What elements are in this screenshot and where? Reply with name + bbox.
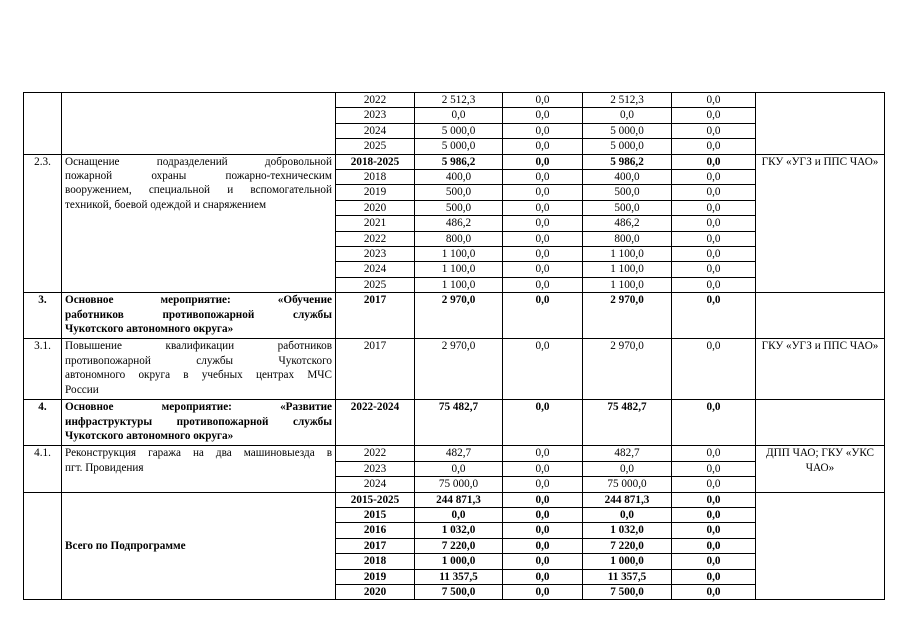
number-cell: 4. [24, 400, 62, 446]
district-cell: 75 000,0 [583, 477, 672, 492]
other-cell: 0,0 [672, 339, 756, 400]
federal-cell: 0,0 [503, 446, 583, 461]
federal-cell: 0,0 [503, 170, 583, 185]
executor-cell: ДПП ЧАО; ГКУ «УКС ЧАО» [756, 446, 885, 492]
district-cell: 5 986,2 [583, 154, 672, 169]
table-row [24, 446, 885, 461]
total-cell: 2 970,0 [415, 293, 503, 339]
year-cell: 2017 [336, 538, 415, 553]
year-cell: 2023 [336, 108, 415, 123]
activity-name-line: Чукотского автономного округа» [65, 323, 234, 336]
federal-cell: 0,0 [503, 123, 583, 138]
activity-name-line: противопожарной службы Чукотского [65, 354, 332, 367]
year-cell: 2016 [336, 523, 415, 538]
number-cell [24, 93, 62, 155]
total-cell: 1 100,0 [415, 277, 503, 292]
total-cell: 1 032,0 [415, 523, 503, 538]
federal-cell: 0,0 [503, 538, 583, 553]
activity-name-line: Повышение квалификации работников [65, 340, 332, 353]
table-row [24, 154, 885, 169]
activity-name-line: Реконструкция гаража на два машиновыезда в [65, 447, 332, 460]
table-row [24, 339, 885, 400]
year-cell: 2025 [336, 139, 415, 154]
number-cell [24, 492, 62, 600]
activity-name-line: работников противопожарной службы [65, 308, 332, 321]
district-cell: 2 970,0 [583, 339, 672, 400]
activity-name-cell [62, 446, 336, 492]
federal-cell: 0,0 [503, 200, 583, 215]
federal-cell: 0,0 [503, 584, 583, 599]
activity-name-line: Чукотского автономного округа» [65, 430, 234, 443]
number-cell: 4.1. [24, 446, 62, 492]
federal-cell: 0,0 [503, 293, 583, 339]
total-cell: 11 357,5 [415, 569, 503, 584]
total-cell: 244 871,3 [415, 492, 503, 507]
total-cell: 7 220,0 [415, 538, 503, 553]
table-body [24, 93, 885, 600]
total-cell: 486,2 [415, 216, 503, 231]
total-cell: 0,0 [415, 108, 503, 123]
activity-name-cell [62, 93, 336, 155]
activity-name-line: вооружением, специальной и вспомогательной [65, 184, 332, 197]
other-cell: 0,0 [672, 584, 756, 599]
other-cell: 0,0 [672, 262, 756, 277]
year-cell: 2018 [336, 554, 415, 569]
federal-cell: 0,0 [503, 400, 583, 446]
year-cell: 2017 [336, 293, 415, 339]
other-cell: 0,0 [672, 216, 756, 231]
total-cell: 7 500,0 [415, 584, 503, 599]
executor-cell [756, 293, 885, 339]
total-cell: 1 000,0 [415, 554, 503, 569]
totals-label-cell: Всего по Подпрограмме [62, 492, 336, 600]
executor-cell: ГКУ «УГЗ и ППС ЧАО» [756, 154, 885, 293]
district-cell: 244 871,3 [583, 492, 672, 507]
total-cell: 482,7 [415, 446, 503, 461]
federal-cell: 0,0 [503, 93, 583, 108]
executor-cell [756, 492, 885, 600]
district-cell: 0,0 [583, 507, 672, 522]
number-cell: 3.1. [24, 339, 62, 400]
federal-cell: 0,0 [503, 339, 583, 400]
executor-cell: ГКУ «УГЗ и ППС ЧАО» [756, 339, 885, 400]
district-cell: 500,0 [583, 200, 672, 215]
district-cell: 5 000,0 [583, 123, 672, 138]
other-cell: 0,0 [672, 154, 756, 169]
total-cell: 5 000,0 [415, 139, 503, 154]
executor-cell [756, 93, 885, 155]
number-cell: 2.3. [24, 154, 62, 293]
district-cell: 400,0 [583, 170, 672, 185]
number-cell: 3. [24, 293, 62, 339]
district-cell: 75 482,7 [583, 400, 672, 446]
year-cell: 2019 [336, 569, 415, 584]
total-cell: 500,0 [415, 200, 503, 215]
other-cell: 0,0 [672, 523, 756, 538]
activity-name-line: Основное мероприятие: «Развитие [65, 401, 332, 414]
activity-name-line: техникой, боевой одеждой и снаряжением [65, 198, 267, 211]
year-cell: 2024 [336, 477, 415, 492]
year-cell: 2017 [336, 339, 415, 400]
total-cell: 0,0 [415, 507, 503, 522]
table-row [24, 492, 885, 507]
district-cell: 1 000,0 [583, 554, 672, 569]
federal-cell: 0,0 [503, 461, 583, 476]
district-cell: 7 220,0 [583, 538, 672, 553]
year-cell: 2024 [336, 262, 415, 277]
federal-cell: 0,0 [503, 523, 583, 538]
district-cell: 1 100,0 [583, 277, 672, 292]
federal-cell: 0,0 [503, 554, 583, 569]
other-cell: 0,0 [672, 492, 756, 507]
activity-name-line: инфраструктуры противопожарной службы [65, 415, 332, 428]
other-cell: 0,0 [672, 277, 756, 292]
total-cell: 75 482,7 [415, 400, 503, 446]
year-cell: 2022 [336, 446, 415, 461]
federal-cell: 0,0 [503, 231, 583, 246]
other-cell: 0,0 [672, 231, 756, 246]
other-cell: 0,0 [672, 185, 756, 200]
federal-cell: 0,0 [503, 569, 583, 584]
other-cell: 0,0 [672, 446, 756, 461]
activity-name-cell [62, 400, 336, 446]
federal-cell: 0,0 [503, 216, 583, 231]
federal-cell: 0,0 [503, 492, 583, 507]
year-cell: 2018-2025 [336, 154, 415, 169]
other-cell: 0,0 [672, 569, 756, 584]
federal-cell: 0,0 [503, 154, 583, 169]
other-cell: 0,0 [672, 554, 756, 569]
district-cell: 2 970,0 [583, 293, 672, 339]
federal-cell: 0,0 [503, 477, 583, 492]
table-row [24, 293, 885, 339]
total-cell: 5 000,0 [415, 123, 503, 138]
executor-cell [756, 400, 885, 446]
total-cell: 400,0 [415, 170, 503, 185]
district-cell: 1 100,0 [583, 262, 672, 277]
district-cell: 1 032,0 [583, 523, 672, 538]
year-cell: 2025 [336, 277, 415, 292]
district-cell: 486,2 [583, 216, 672, 231]
federal-cell: 0,0 [503, 277, 583, 292]
year-cell: 2019 [336, 185, 415, 200]
year-cell: 2015-2025 [336, 492, 415, 507]
federal-cell: 0,0 [503, 262, 583, 277]
total-cell: 5 986,2 [415, 154, 503, 169]
year-cell: 2023 [336, 247, 415, 262]
federal-cell: 0,0 [503, 185, 583, 200]
other-cell: 0,0 [672, 139, 756, 154]
other-cell: 0,0 [672, 170, 756, 185]
district-cell: 5 000,0 [583, 139, 672, 154]
other-cell: 0,0 [672, 400, 756, 446]
total-cell: 2 512,3 [415, 93, 503, 108]
year-cell: 2020 [336, 200, 415, 215]
funding-table [23, 92, 885, 600]
other-cell: 0,0 [672, 538, 756, 553]
other-cell: 0,0 [672, 247, 756, 262]
activity-name-line: пожарной охраны пожарно-техническим [65, 170, 332, 183]
year-cell: 2024 [336, 123, 415, 138]
other-cell: 0,0 [672, 293, 756, 339]
year-cell: 2018 [336, 170, 415, 185]
other-cell: 0,0 [672, 123, 756, 138]
other-cell: 0,0 [672, 461, 756, 476]
activity-name-cell [62, 154, 336, 293]
year-cell: 2022 [336, 231, 415, 246]
other-cell: 0,0 [672, 507, 756, 522]
total-cell: 75 000,0 [415, 477, 503, 492]
district-cell: 482,7 [583, 446, 672, 461]
district-cell: 2 512,3 [583, 93, 672, 108]
other-cell: 0,0 [672, 108, 756, 123]
district-cell: 0,0 [583, 108, 672, 123]
total-cell: 800,0 [415, 231, 503, 246]
table-row [24, 400, 885, 446]
federal-cell: 0,0 [503, 507, 583, 522]
federal-cell: 0,0 [503, 108, 583, 123]
total-cell: 500,0 [415, 185, 503, 200]
activity-name-line: пгт. Провидения [65, 461, 144, 474]
table-row [24, 93, 885, 108]
year-cell: 2015 [336, 507, 415, 522]
total-cell: 1 100,0 [415, 247, 503, 262]
activity-name-line: автономного округа в учебных центрах МЧС [65, 369, 332, 382]
activity-name-line: Оснащение подразделений добровольной [65, 155, 332, 168]
activity-name-cell [62, 293, 336, 339]
other-cell: 0,0 [672, 200, 756, 215]
district-cell: 0,0 [583, 461, 672, 476]
year-cell: 2020 [336, 584, 415, 599]
activity-name-cell [62, 339, 336, 400]
district-cell: 11 357,5 [583, 569, 672, 584]
year-cell: 2021 [336, 216, 415, 231]
other-cell: 0,0 [672, 93, 756, 108]
year-cell: 2022-2024 [336, 400, 415, 446]
district-cell: 800,0 [583, 231, 672, 246]
total-cell: 1 100,0 [415, 262, 503, 277]
district-cell: 1 100,0 [583, 247, 672, 262]
district-cell: 7 500,0 [583, 584, 672, 599]
year-cell: 2023 [336, 461, 415, 476]
federal-cell: 0,0 [503, 247, 583, 262]
activity-name-line: России [65, 383, 99, 396]
total-cell: 0,0 [415, 461, 503, 476]
total-cell: 2 970,0 [415, 339, 503, 400]
district-cell: 500,0 [583, 185, 672, 200]
activity-name-line: Основное мероприятие: «Обучение [65, 294, 332, 307]
federal-cell: 0,0 [503, 139, 583, 154]
year-cell: 2022 [336, 93, 415, 108]
other-cell: 0,0 [672, 477, 756, 492]
